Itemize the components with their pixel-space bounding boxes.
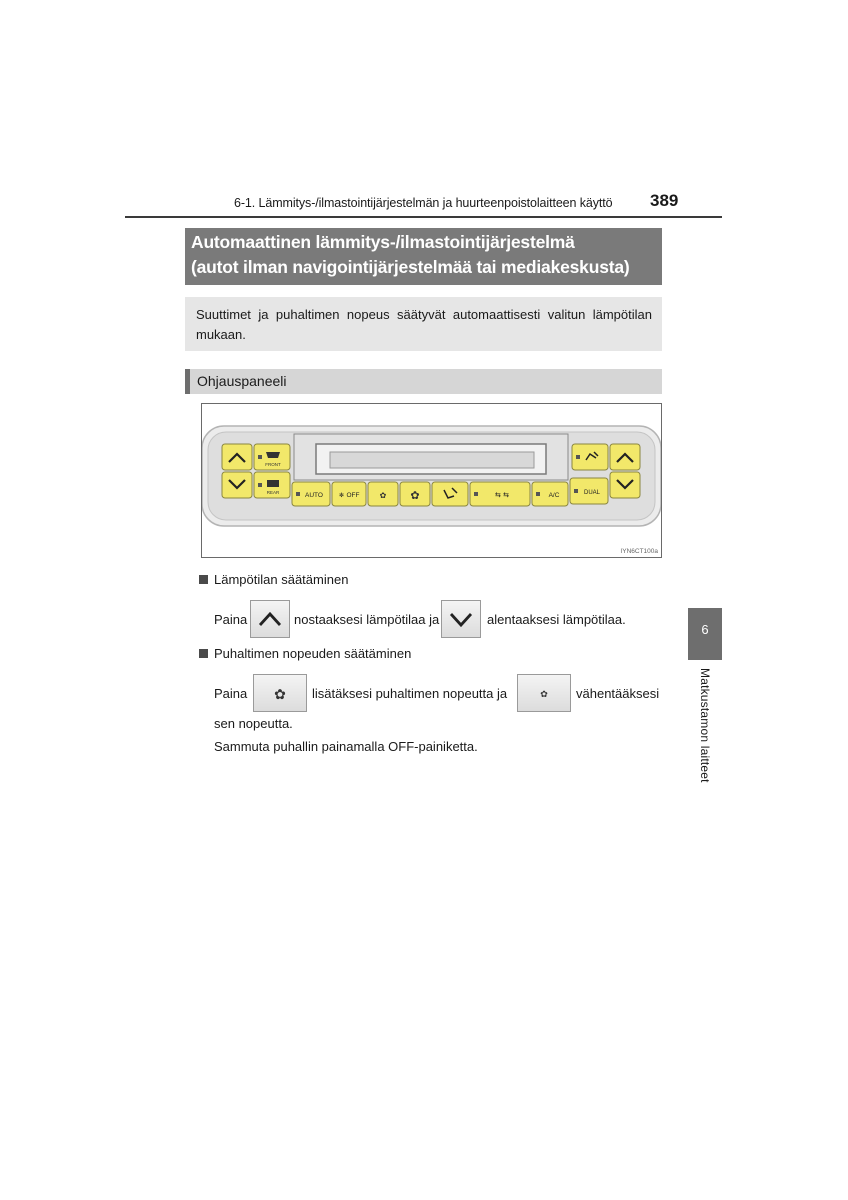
svg-text:REAR: REAR (266, 490, 280, 495)
svg-text:✿: ✿ (410, 489, 420, 502)
fan-down-button-image (517, 674, 571, 712)
figure-code: IYN6CT100a (620, 548, 658, 555)
svg-text:AUTO: AUTO (305, 492, 323, 499)
temp-raise-text: nostaaksesi lämpötilaa ja (294, 612, 440, 627)
running-header: 6-1. Lämmitys-/ilmastointijärjestelmän ja huurteenpoistolaitteen käyttö (234, 196, 613, 210)
intro-text: Suuttimet ja puhaltimen nopeus säätyvät automaattisesti valitun lämpötilan mukaan. (185, 297, 662, 351)
fan-up-button-image (253, 674, 307, 712)
air-intake-button (470, 482, 530, 506)
square-bullet-icon (199, 649, 208, 658)
svg-text:✻: ✻ (339, 493, 345, 499)
passenger-airflow-button (572, 444, 608, 470)
square-bullet-icon (199, 575, 208, 584)
chapter-tab: 6 (688, 608, 722, 660)
svg-text:✿: ✿ (274, 687, 286, 703)
ac-button (532, 482, 568, 506)
rear-defogger-button (254, 472, 290, 498)
fan-speed-up-button (400, 482, 430, 506)
fan-increase-text: lisätäksesi puhaltimen nopeutta ja (312, 686, 508, 701)
section-title-box (185, 228, 662, 285)
fan-heading: Puhaltimen nopeuden säätäminen (199, 646, 411, 661)
title-line-1: Automaattinen lämmitys-/ilmastointijärjestelmä (191, 232, 575, 252)
fan-decrease-text: vähentääksesi (576, 686, 660, 701)
off-button (332, 482, 366, 506)
page-number: 389 (650, 191, 679, 210)
svg-text:A/C: A/C (548, 492, 560, 499)
svg-text:FRONT: FRONT (265, 462, 281, 467)
temp-up-right-button (610, 444, 640, 470)
title-line-2: (autot ilman navigointijärjestelmää tai mediakeskusta) (191, 257, 630, 277)
airflow-mode-button (432, 482, 468, 506)
auto-button (292, 482, 330, 506)
header-rule (125, 216, 722, 218)
svg-text:OFF: OFF (346, 492, 360, 499)
temp-down-right-button (610, 472, 640, 498)
control-panel-illustration (202, 404, 661, 557)
temp-down-left-button (222, 472, 252, 498)
temp-up-left-button (222, 444, 252, 470)
svg-text:DUAL: DUAL (583, 490, 601, 496)
fan-press-label: Paina (214, 686, 248, 701)
temp-up-button-image (250, 600, 290, 638)
fan-speed-down-button (368, 482, 398, 506)
svg-text:✿: ✿ (379, 491, 387, 500)
temp-press-label: Paina (214, 612, 248, 627)
svg-text:✿: ✿ (540, 690, 548, 700)
svg-text:⇆ ⇆: ⇆ ⇆ (495, 491, 509, 499)
temp-lower-text: alentaaksesi lämpötilaa. (487, 612, 626, 627)
dual-button (570, 478, 608, 504)
chapter-side-label: Matkustamon laitteet (698, 668, 712, 783)
temperature-heading: Lämpötilan säätäminen (199, 572, 348, 587)
control-panel-figure (201, 403, 662, 558)
temp-down-button-image (441, 600, 481, 638)
subsection-heading: Ohjauspaneeli (185, 369, 662, 394)
fan-off-note: Sammuta puhallin painamalla OFF-painiketta. (214, 739, 478, 754)
front-defogger-button (254, 444, 290, 470)
fan-cont-text: sen nopeutta. (214, 716, 293, 731)
